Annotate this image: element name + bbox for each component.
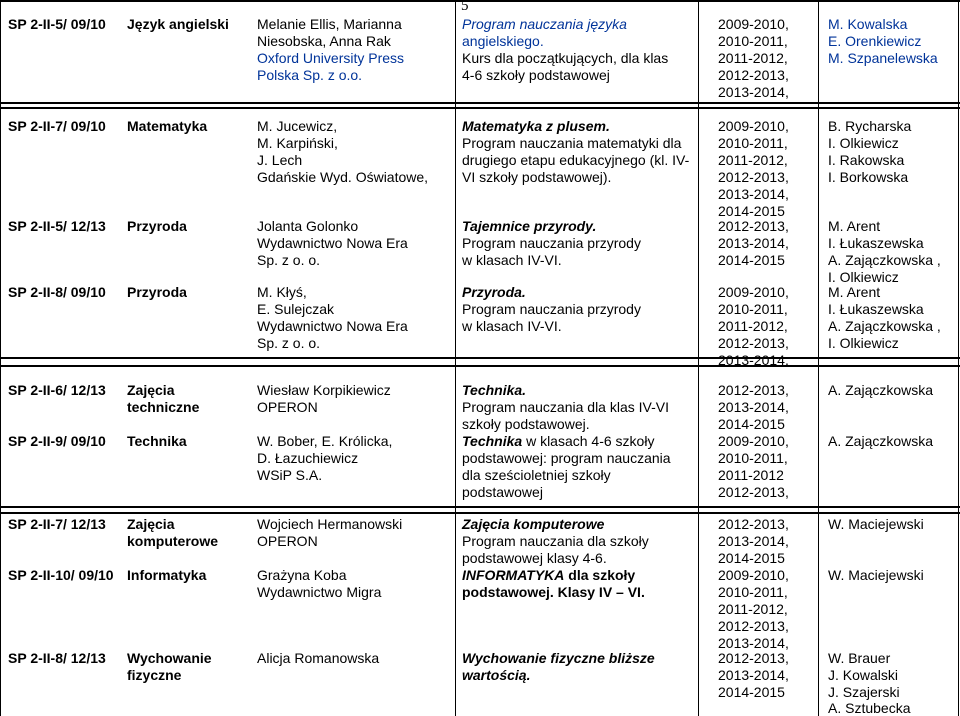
year: 2009-2010, [718,433,789,449]
year: 2012-2013, [718,218,789,234]
year: 2012-2013, [718,484,789,500]
author-line: J. Lech [257,152,303,168]
teacher: J. Szajerski [828,684,900,700]
publisher-line: Gdańskie Wyd. Oświatowe, [257,169,429,185]
teacher: M. Kowalska [828,16,908,32]
program-id: SP 2-II-7/ 09/10 [8,118,106,134]
program-desc: dla sześcioletniej szkoły [462,467,611,483]
subject: Zajęcia [127,516,175,532]
row-divider [0,506,960,508]
teacher: I. Łukaszewska [828,301,924,317]
program-title: wartością. [462,667,531,683]
program-desc: w klasach IV-VI. [462,252,562,268]
program-id: SP 2-II-7/ 12/13 [8,516,106,532]
program-title-line [462,567,635,583]
year: 2011-2012 [718,467,784,483]
program-title: Program nauczania języka [462,16,627,32]
publisher-line: Oxford University Press [257,50,405,66]
program-title: Wychowanie fizyczne bliższe [462,650,655,666]
program-desc: Kurs dla początkujących, dla klas [462,50,669,66]
publisher-line: Polska Sp. z o.o. [257,67,363,83]
page-number: 5 [461,0,469,14]
program-title-line [462,433,654,449]
year: 2010-2011, [718,584,788,600]
teacher: I. Borkowska [828,169,909,185]
row-divider [0,357,960,359]
year: 2014-2015 [718,684,785,700]
publisher-line: WSiP S.A. [257,467,323,483]
row-divider [0,102,960,104]
author-line: E. Sulejczak [257,301,335,317]
teacher: W. Brauer [828,650,891,666]
program-desc: dla szkoły [564,567,636,583]
program-desc: Program nauczania matematyki dla [462,135,682,151]
teacher: I. Łukaszewska [828,235,924,251]
year: 2010-2011, [718,135,788,151]
program-desc: Program nauczania przyrody [462,301,641,317]
year: 2013-2014, [718,352,789,368]
program-id: SP 2-II-8/ 09/10 [8,284,106,300]
author-line: D. Łazuchiewicz [257,450,359,466]
col-divider [818,0,819,716]
year: 2014-2015 [718,203,785,219]
teacher: A. Zajączkowska [828,382,934,398]
author-line: W. Bober, E. Królicka, [257,433,393,449]
program-desc: drugiego etapu edukacyjnego (kl. IV- [462,152,690,168]
program-id: SP 2-II-8/ 12/13 [8,650,106,666]
publisher-line: OPERON [257,533,318,549]
program-desc: VI szkoły podstawowej). [462,169,612,185]
program-desc: Program nauczania dla klas IV-VI [462,399,669,415]
year: 2013-2014, [718,667,789,683]
program-desc: w klasach IV-VI. [462,318,562,334]
program-desc: 4-6 szkoły podstawowej [462,67,610,83]
year: 2013-2014, [718,533,789,549]
teacher: A. Sztubecka [828,700,911,716]
author-line: Alicja Romanowska [257,650,380,666]
teacher: A. Zajączkowska , [828,252,941,268]
year: 2011-2012, [718,50,788,66]
program-id: SP 2-II-6/ 12/13 [8,382,106,398]
publisher-line: Wydawnictwo Migra [257,584,382,600]
year: 2013-2014, [718,84,789,100]
program-desc: szkoły podstawowej. [462,416,590,432]
year: 2009-2010, [718,118,789,134]
subject: Język angielski [127,16,229,32]
teacher: J. Kowalski [828,667,899,683]
program-id: SP 2-II-10/ 09/10 [8,567,114,583]
year: 2009-2010, [718,284,789,300]
program-desc: podstawowej. Klasy IV – VI. [462,584,645,600]
program-desc: podstawowej [462,484,543,500]
program-id: SP 2-II-5/ 12/13 [8,218,106,234]
teacher: A. Zajączkowska [828,433,934,449]
author-line: Jolanta Golonko [257,218,359,234]
year: 2011-2012, [718,601,788,617]
row-divider [0,365,960,367]
subject: Przyroda [127,218,187,234]
year: 2010-2011, [718,450,788,466]
program-title: Technika [462,433,523,449]
teacher: B. Rycharska [828,118,912,134]
teacher: A. Zajączkowska , [828,318,941,334]
program-title: Technika. [462,382,527,398]
author-line: Grażyna Koba [257,567,347,583]
program-title: Tajemnice przyrody. [462,218,597,234]
subject: Matematyka [127,118,208,134]
subject: Wychowanie [127,650,212,666]
program-desc: Program nauczania dla szkoły [462,533,649,549]
year: 2014-2015 [718,416,785,432]
year: 2012-2013, [718,650,789,666]
teacher: M. Arent [828,218,881,234]
teacher: W. Maciejewski [828,516,924,532]
row-divider [0,512,960,514]
year: 2012-2013, [718,335,789,351]
subject: Zajęcia [127,382,175,398]
author-line: M. Jucewicz, [257,118,338,134]
program-title: INFORMATYKA [462,567,565,583]
year: 2012-2013, [718,169,789,185]
publisher-line: Wydawnictwo Nowa Era [257,235,408,251]
program-id: SP 2-II-5/ 09/10 [8,16,106,32]
author-line: M. Kłyś, [257,284,307,300]
subject: Technika [127,433,187,449]
author-line: Wiesław Korpikiewicz [257,382,391,398]
year: 2009-2010, [718,16,789,32]
program-desc: podstawowej klasy 4-6. [462,550,607,566]
table-border-top [0,0,960,2]
year: 2013-2014, [718,186,789,202]
year: 2013-2014, [718,635,789,651]
year: 2013-2014, [718,399,789,415]
publisher-line: Sp. z o. o. [257,252,321,268]
program-title: Przyroda. [462,284,526,300]
year: 2011-2012, [718,318,788,334]
year: 2010-2011, [718,33,788,49]
teacher: M. Szpanelewska [828,50,938,66]
year: 2014-2015 [718,252,785,268]
year: 2011-2012, [718,152,788,168]
year: 2012-2013, [718,618,789,634]
row-divider [0,107,960,109]
author-line: Wojciech Hermanowski [257,516,403,532]
program-title: Matematyka z plusem. [462,118,610,134]
subject: Przyroda [127,284,187,300]
subject: komputerowe [127,533,219,549]
author-line: Melanie Ellis, Marianna [257,16,402,32]
year: 2012-2013, [718,516,789,532]
teacher: I. Olkiewicz [828,269,899,285]
col-divider [455,0,456,716]
publisher-line: OPERON [257,399,318,415]
teacher: I. Rakowska [828,152,905,168]
year: 2012-2013, [718,382,789,398]
year: 2014-2015 [718,550,785,566]
col-border-right [958,0,959,716]
author-line: Niesobska, Anna Rak [257,33,391,49]
publisher-line: Sp. z o. o. [257,335,321,351]
year: 2013-2014, [718,235,789,251]
subject: fizyczne [127,667,182,683]
subject: techniczne [127,399,200,415]
year: 2010-2011, [718,301,788,317]
teacher: I. Olkiewicz [828,335,899,351]
program-title: Zajęcia komputerowe [462,516,605,532]
teacher: M. Arent [828,284,881,300]
program-id: SP 2-II-9/ 09/10 [8,433,106,449]
program-desc: podstawowej: program nauczania [462,450,671,466]
teacher: I. Olkiewicz [828,135,899,151]
subject: Informatyka [127,567,207,583]
col-divider [698,0,699,716]
year: 2012-2013, [718,67,789,83]
teacher: E. Orenkiewicz [828,33,922,49]
program-desc: Program nauczania przyrody [462,235,641,251]
program-title: angielskiego. [462,33,544,49]
program-desc: w klasach 4-6 szkoły [526,433,655,449]
teacher: W. Maciejewski [828,567,924,583]
col-border-left [0,0,1,716]
author-line: M. Karpiński, [257,135,338,151]
publisher-line: Wydawnictwo Nowa Era [257,318,408,334]
year: 2009-2010, [718,567,789,583]
